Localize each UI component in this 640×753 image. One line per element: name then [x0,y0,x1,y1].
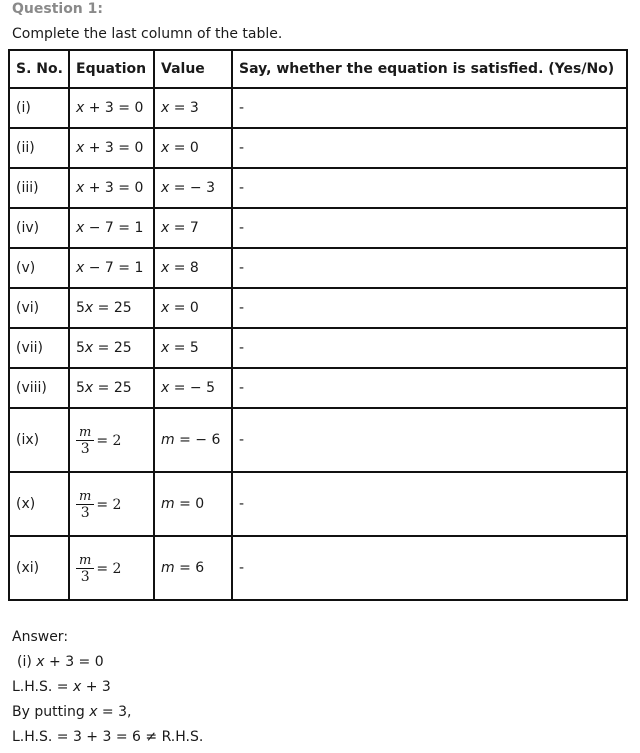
cell-sno: (iv) [9,208,69,248]
cell-result: - [232,88,627,128]
cell-result: - [232,208,627,248]
header-equation: Equation [69,50,154,88]
eq-coefficient: 5 [76,300,85,316]
value-variable: m [161,560,175,576]
cell-equation [69,408,154,472]
cell-result: - [232,536,627,600]
fraction [76,425,94,457]
value-variable: m [161,432,175,448]
table-row [9,248,627,288]
cell-equation [69,168,154,208]
value-variable: x [161,220,170,236]
answer-rest: = 3, [97,704,132,720]
table-row [9,208,627,248]
value-rest: = 3 [169,100,199,116]
header-sno: S. No. [9,50,69,88]
answer-line-lhs [12,678,203,703]
fraction [76,489,94,521]
eq-rest: = 25 [93,340,132,356]
fraction-denominator: 3 [80,440,90,457]
header-result: Say, whether the equation is satisfied. (Yes/No) [232,50,627,88]
value-variable: x [161,180,170,196]
answer-variable: x [72,679,82,695]
fraction-equation [76,489,121,521]
cell-result: - [232,328,627,368]
cell-value [154,408,232,472]
eq-variable: x [84,380,94,396]
fraction-equation [76,553,121,585]
answer-putting-prefix: By putting [12,704,90,720]
value-variable: x [161,380,170,396]
eq-rest: − 7 = 1 [84,220,144,236]
value-rest: = 5 [169,340,199,356]
cell-sno: (i) [9,88,69,128]
eq-variable: x [76,260,85,276]
cell-value [154,128,232,168]
eq-variable: x [76,180,85,196]
answer-variable: x [36,654,45,670]
cell-value [154,248,232,288]
eq-rest: = 2 [96,496,122,513]
cell-equation [69,288,154,328]
cell-sno: (ii) [9,128,69,168]
question-instruction: Complete the last column of the table. [12,26,283,42]
eq-variable: x [76,220,85,236]
cell-value [154,288,232,328]
cell-sno: (xi) [9,536,69,600]
fraction [76,553,94,585]
value-variable: x [161,260,170,276]
answer-variable: x [89,704,98,720]
table-header-row [9,50,627,88]
eq-rest: + 3 = 0 [84,100,144,116]
value-rest: = − 3 [169,180,216,196]
value-variable: x [161,100,170,116]
answer-line-substitution [12,703,203,728]
cell-value [154,368,232,408]
eq-coefficient: 5 [76,340,85,356]
cell-value [154,88,232,128]
value-rest: = 7 [169,220,199,236]
cell-sno: (vii) [9,328,69,368]
cell-result: - [232,288,627,328]
cell-sno: (viii) [9,368,69,408]
eq-variable: x [84,300,94,316]
cell-sno: (vi) [9,288,69,328]
table-row [9,88,627,128]
answer-rest: + 3 [81,679,111,695]
equation-table [8,49,628,601]
eq-rest: = 2 [96,432,122,449]
eq-variable: x [84,340,94,356]
answer-line-equation [12,653,203,678]
eq-rest: = 25 [93,380,132,396]
eq-coefficient: 5 [76,380,85,396]
eq-rest: = 25 [93,300,132,316]
answer-lhs-prefix: L.H.S. = [12,679,73,695]
cell-result: - [232,128,627,168]
fraction-denominator: 3 [80,568,90,585]
cell-value [154,536,232,600]
value-variable: x [161,300,170,316]
table-row [9,168,627,208]
answer-rest: + 3 = 0 [44,654,104,670]
value-rest: = 0 [169,300,199,316]
answer-section [12,628,203,753]
cell-equation [69,248,154,288]
table-row [9,368,627,408]
table-row [9,328,627,368]
fraction-numerator: m [76,489,94,505]
value-rest: = 6 [174,560,205,576]
cell-sno: (x) [9,472,69,536]
table-row [9,472,627,536]
cell-equation [69,128,154,168]
value-rest: = 0 [169,140,199,156]
value-variable: x [161,340,170,356]
cell-sno: (iii) [9,168,69,208]
eq-variable: x [76,140,85,156]
header-value: Value [154,50,232,88]
eq-variable: x [76,100,85,116]
eq-rest: + 3 = 0 [84,180,144,196]
cell-sno: (ix) [9,408,69,472]
table-row [9,288,627,328]
cell-sno: (v) [9,248,69,288]
cell-equation [69,536,154,600]
eq-rest: − 7 = 1 [84,260,144,276]
question-title: Question 1: [12,1,103,17]
value-rest: = 0 [174,496,205,512]
cell-value [154,472,232,536]
cell-equation [69,472,154,536]
fraction-numerator: m [76,425,94,441]
answer-part-label: (i) [17,654,37,670]
value-variable: m [161,496,175,512]
fraction-numerator: m [76,553,94,569]
cell-value [154,208,232,248]
table-row [9,128,627,168]
answer-line-result: L.H.S. = 3 + 3 = 6 ≠ R.H.S. [12,729,204,745]
fraction-denominator: 3 [80,504,90,521]
cell-equation [69,88,154,128]
value-rest: = − 5 [169,380,216,396]
value-rest: = − 6 [174,432,221,448]
value-variable: x [161,140,170,156]
answer-label: Answer: [12,629,69,645]
cell-result: - [232,472,627,536]
cell-equation [69,208,154,248]
eq-rest: = 2 [96,560,122,577]
cell-equation [69,368,154,408]
fraction-equation [76,425,121,457]
table-row [9,536,627,600]
cell-result: - [232,408,627,472]
value-rest: = 8 [169,260,199,276]
cell-value [154,168,232,208]
cell-value [154,328,232,368]
cell-result: - [232,368,627,408]
eq-rest: + 3 = 0 [84,140,144,156]
cell-result: - [232,248,627,288]
cell-equation [69,328,154,368]
cell-result: - [232,168,627,208]
table-row [9,408,627,472]
